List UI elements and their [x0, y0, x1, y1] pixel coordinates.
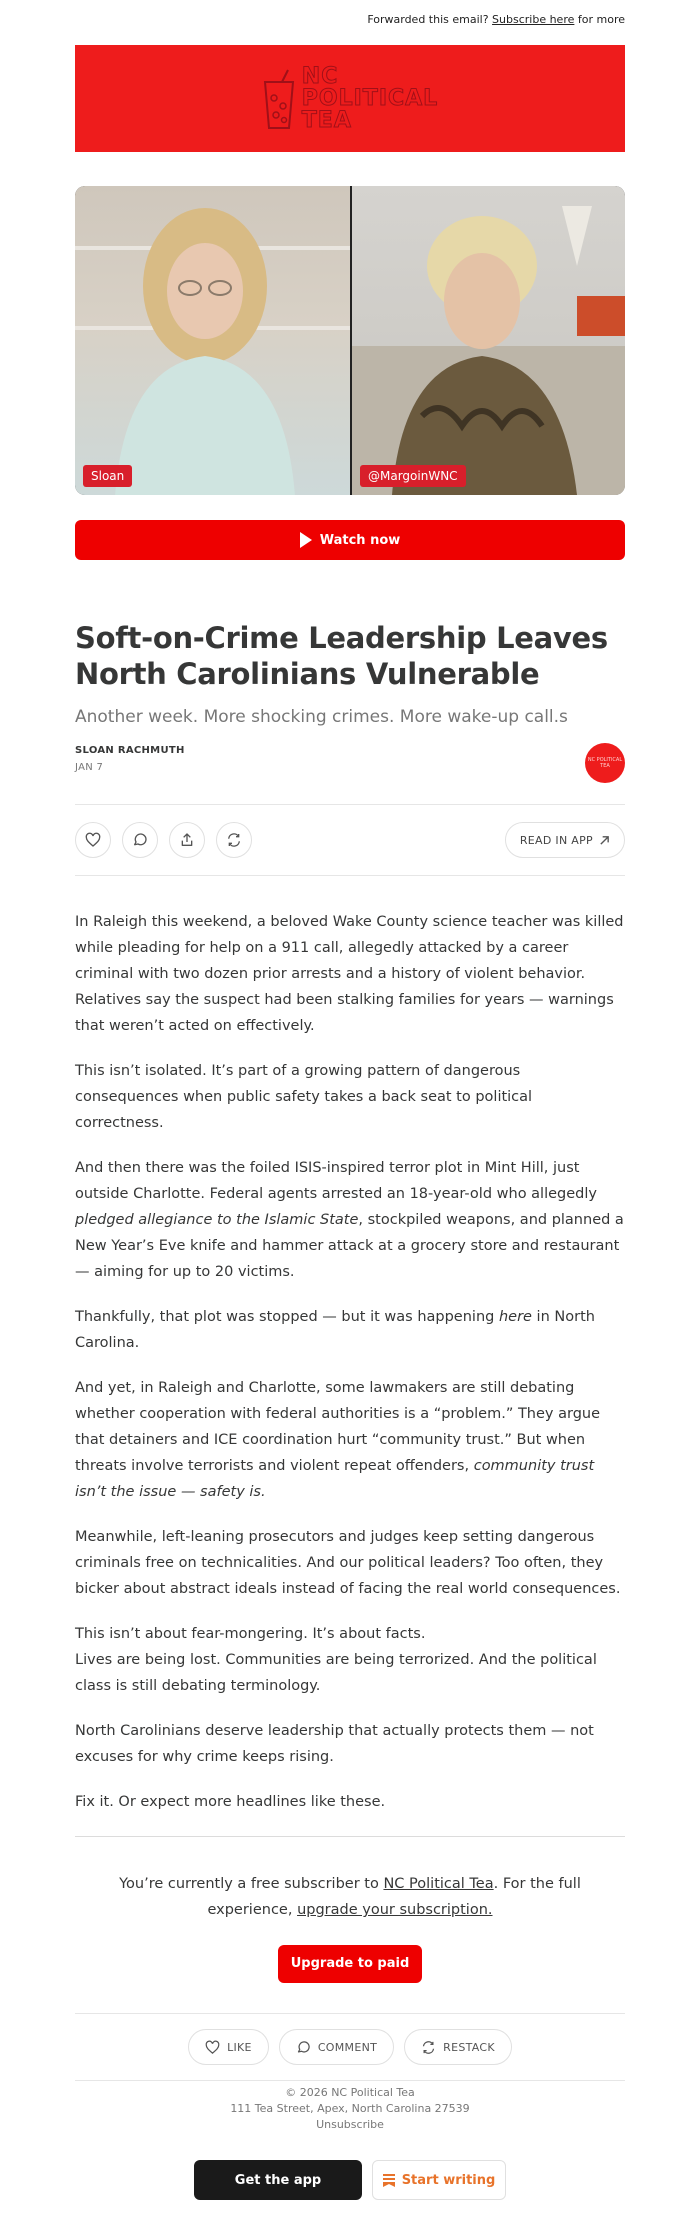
share-icon	[179, 832, 195, 848]
speaker-tag-left: Sloan	[83, 465, 132, 487]
paragraph-text: This isn’t about fear-mongering. It’s about facts.	[75, 1626, 426, 1642]
logo-line-2: POLITICAL	[301, 85, 439, 111]
video-pane-right	[352, 186, 625, 495]
paragraph: This isn’t isolated. It’s part of a growing pattern of dangerous consequences when public safety takes a back seat to political correctness.	[75, 1063, 533, 1131]
paragraph-text: , stockpiled weapons, and planned a New Year’s Eve knife and hammer attack at a grocery store and restaurant — aiming for up to 20 victims.	[75, 1212, 624, 1280]
address: 111 Tea Street, Apex, North Carolina 27539	[230, 2102, 470, 2115]
comment-icon	[296, 2040, 311, 2055]
publication-banner[interactable]	[75, 45, 625, 152]
logo-line-3: TEA	[301, 107, 352, 133]
comment-label: COMMENT	[317, 2040, 378, 2054]
cta-text: You’re currently a free subscriber to	[119, 1876, 384, 1892]
video-pane-left	[75, 186, 350, 495]
play-icon	[300, 532, 312, 548]
footer	[75, 2080, 625, 2133]
like-pill-button[interactable]	[188, 2029, 269, 2065]
email-container	[75, 0, 625, 2220]
paragraph-emphasis: pledged allegiance to the Islamic State	[75, 1212, 359, 1228]
paragraph: Fix it. Or expect more headlines like these.	[75, 1794, 386, 1810]
copyright: © 2026 NC Political Tea	[285, 2086, 415, 2099]
cta-text: . For the full experience,	[207, 1876, 581, 1918]
arrow-up-right-icon	[599, 835, 610, 846]
comment-icon	[132, 832, 148, 848]
speaker-left-figure	[95, 196, 315, 495]
paragraph: North Carolinians deserve leadership that actually protects them — not excuses for why crime keeps rising.	[75, 1723, 594, 1765]
bottom-buttons	[75, 2160, 625, 2220]
restack-button[interactable]	[216, 822, 252, 858]
get-app-button[interactable]: Get the app	[194, 2160, 362, 2200]
like-label: LIKE	[227, 2040, 252, 2054]
speaker-right-figure	[352, 186, 625, 495]
share-button[interactable]	[169, 822, 205, 858]
comment-pill-button[interactable]	[279, 2029, 394, 2065]
watch-now-label: Watch now	[319, 532, 401, 548]
preheader-suffix: for more	[577, 13, 625, 26]
restack-icon	[226, 832, 242, 848]
post-actions-bar	[75, 804, 625, 876]
paragraph	[75, 1155, 625, 1285]
upgrade-button[interactable]: Upgrade to paid	[278, 1945, 422, 1983]
publication-link[interactable]: NC Political Tea	[383, 1876, 494, 1892]
post-subtitle: Another week. More shocking crimes. More wake-up call.s	[75, 707, 568, 727]
start-writing-label: Start writing	[401, 2172, 496, 2188]
paragraph-text: And then there was the foiled ISIS-inspired terror plot in Mint Hill, just outside Charlotte. Federal agents arrested an 18-year-old who allegedly	[75, 1160, 597, 1202]
paragraph-text: And yet, in Raleigh and Charlotte, some lawmakers are still debating whether cooperation with federal authorities is a “problem.” They argue that detainers and ICE coordination hurt “community trust.” But when threats involve terrorists and violent repeat offenders,	[75, 1380, 601, 1474]
paragraph	[75, 1375, 625, 1505]
publication-avatar[interactable]: NC POLITICAL TEA	[585, 743, 625, 783]
preheader-text: Forwarded this email?	[367, 13, 489, 26]
watch-now-button[interactable]	[75, 520, 625, 560]
post-date: JAN 7	[75, 762, 104, 773]
heart-icon	[85, 832, 101, 848]
post-title[interactable]: Soft-on-Crime Leadership Leaves North Carolinians Vulnerable	[75, 621, 608, 691]
comment-button[interactable]	[122, 822, 158, 858]
engagement-buttons	[75, 2029, 625, 2065]
restack-icon	[421, 2040, 436, 2055]
post-body	[75, 909, 625, 1815]
video-thumbnail[interactable]	[75, 186, 625, 495]
read-in-app-button[interactable]	[505, 822, 625, 858]
speaker-tag-right: @MargoinWNC	[360, 465, 466, 487]
paragraph-emphasis: here	[498, 1309, 532, 1325]
restack-pill-button[interactable]	[404, 2029, 512, 2065]
paragraph-text: Thankfully, that plot was stopped — but it was happening	[75, 1309, 499, 1325]
logo-wordmark	[301, 63, 439, 133]
substack-icon	[383, 2174, 395, 2187]
restack-label: RESTACK	[443, 2040, 495, 2054]
preheader	[75, 0, 625, 45]
logo	[262, 63, 439, 133]
paragraph-text: Lives are being lost. Communities are being terrorized. And the political class is still debating terminology.	[75, 1652, 597, 1694]
read-in-app-label: READ IN APP	[519, 833, 593, 847]
like-button[interactable]	[75, 822, 111, 858]
logo-line-1: NC	[301, 63, 339, 89]
unsubscribe-link[interactable]: Unsubscribe	[316, 2118, 384, 2131]
subscribe-link[interactable]: Subscribe here	[492, 13, 575, 26]
paragraph: In Raleigh this weekend, a beloved Wake County science teacher was killed while pleading for help on a 911 call, allegedly attacked by a career criminal with two dozen prior arrests and a history of violent behavior. Relatives say the suspect had been stalking families for years — warnings that weren’t acted on effectively.	[75, 914, 624, 1034]
paragraph	[75, 1621, 625, 1699]
author-name[interactable]: SLOAN RACHMUTH	[75, 745, 185, 756]
paragraph	[75, 1304, 625, 1356]
start-writing-button[interactable]	[372, 2160, 506, 2200]
divider	[75, 2013, 625, 2014]
paragraph: Meanwhile, left-leaning prosecutors and judges keep setting dangerous criminals free on technicalities. And our political leaders? Too often, they bicker about abstract ideals instead of facing the real world consequences.	[75, 1529, 621, 1597]
upgrade-link[interactable]: upgrade your subscription.	[297, 1902, 493, 1918]
paragraph-emphasis: community trust isn’t the issue — safety is.	[75, 1458, 595, 1500]
heart-icon	[205, 2040, 220, 2055]
subscription-cta	[75, 1837, 625, 1983]
tea-cup-icon	[262, 68, 296, 130]
byline	[75, 745, 625, 785]
paragraph-text: in North Carolina.	[75, 1309, 595, 1351]
